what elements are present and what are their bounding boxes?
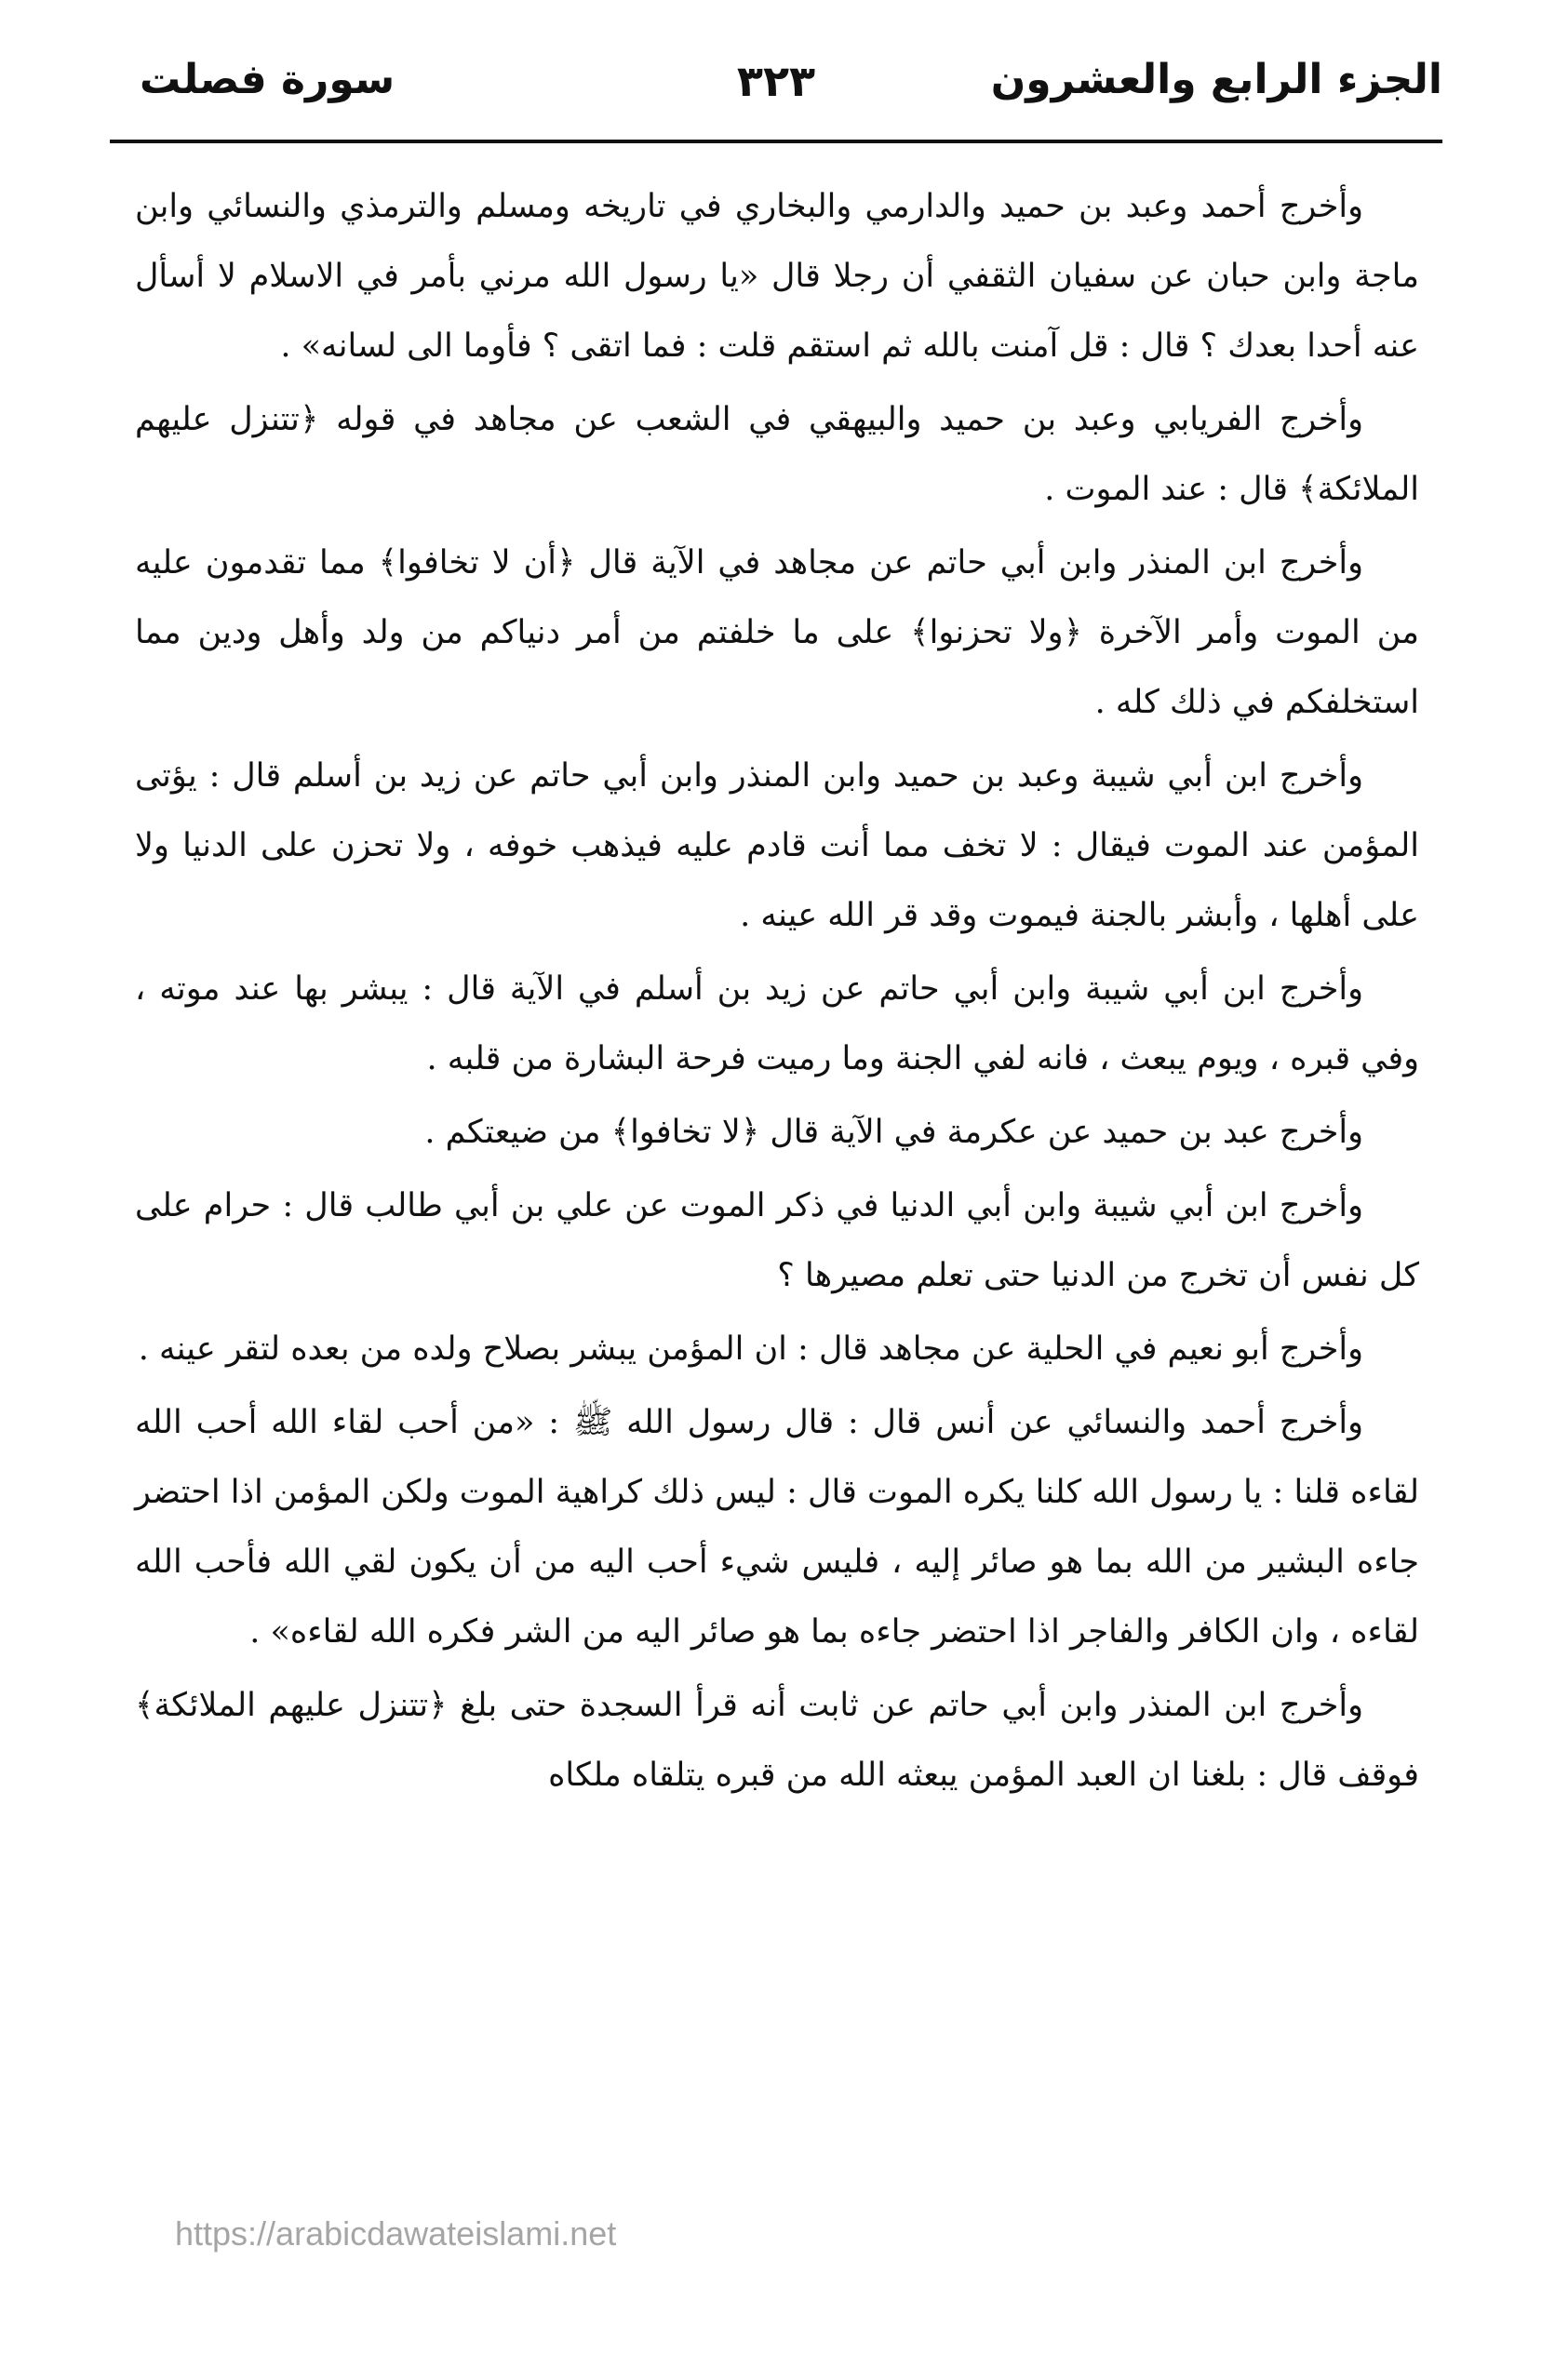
paragraph: وأخرج أحمد وعبد بن حميد والدارمي والبخاري في تاريخه ومسلم والترمذي والنسائي وابن ماجة وابن حبان عن سفيان الثقفي أن رجلا قال «يا رسول الله مرني بأمر في الاسلام لا أسأل عنه أحدا بعدك ؟ قال : قل آمنت بالله ثم استقم قلت : فما اتقى ؟ فأوما الى لسانه» . <box>135 188 1419 365</box>
paragraph: وأخرج ابن أبي شيبة وابن أبي حاتم عن زيد بن أسلم في الآية قال : يبشر بها عند موته ، وفي قبره ، ويوم يبعث ، فانه لفي الجنة وما رميت فرحة البشارة من قلبه . <box>135 970 1419 1077</box>
page-body <box>135 172 1419 1814</box>
paragraph: وأخرج ابن أبي شيبة وعبد بن حميد وابن المنذر وابن أبي حاتم عن زيد بن أسلم قال : يؤتى المؤمن عند الموت فيقال : لا تخف مما أنت قادم عليه فيذهب خوفه ، ولا تحزن على الدنيا ولا على أهلها ، وأبشر بالجنة فيموت وقد قر الله عينه . <box>135 757 1419 934</box>
paragraph: وأخرج ابن المنذر وابن أبي حاتم عن ثابت أنه قرأ السجدة حتى بلغ ﴿تتنزل عليهم الملائكة﴾ فوقف قال : بلغنا ان العبد المؤمن يبعثه الله من قبره يتلقاه ملكاه <box>135 1687 1419 1794</box>
paragraph: وأخرج أبو نعيم في الحلية عن مجاهد قال : ان المؤمن يبشر بصلاح ولده من بعده لتقر عينه . <box>138 1330 1363 1368</box>
page-header <box>110 45 1442 138</box>
paragraph: وأخرج ابن المنذر وابن أبي حاتم عن مجاهد في الآية قال ﴿أن لا تخافوا﴾ مما تقدمون عليه من الموت وأمر الآخرة ﴿ولا تحزنوا﴾ على ما خلفتم من أمر دنياكم من ولد وأهل ودين مما استخلفكم في ذلك كله . <box>135 544 1419 721</box>
watermark-url: https://arabicdawateislami.net <box>175 2214 617 2253</box>
paragraph: وأخرج أحمد والنسائي عن أنس قال : قال رسول الله ﷺ : «من أحب لقاء الله أحب الله لقاءه قلنا : يا رسول الله كلنا يكره الموت قال : ليس ذلك كراهية الموت ولكن المؤمن اذا احتضر جاءه البشير من الله بما هو صائر إليه ، فليس شيء أحب اليه من أن يكون لقي الله فأحب الله لقاءه ، وان الكافر والفاجر اذا احتضر جاءه بما هو صائر اليه من الشر فكره الله لقاءه» . <box>135 1404 1419 1651</box>
paragraph: وأخرج الفريابي وعبد بن حميد والبيهقي في الشعب عن مجاهد في قوله ﴿تتنزل عليهم الملائكة﴾ قال : عند الموت . <box>135 401 1419 508</box>
surah-title: سورة فصلت <box>140 56 395 103</box>
page-number: ٣٢٣ <box>736 56 816 106</box>
paragraph: وأخرج ابن أبي شيبة وابن أبي الدنيا في ذكر الموت عن علي بن أبي طالب قال : حرام على كل نفس أن تخرج من الدنيا حتى تعلم مصيرها ؟ <box>135 1187 1419 1294</box>
header-divider <box>110 140 1442 143</box>
part-title: الجزء الرابع والعشرون <box>990 56 1442 103</box>
paragraph: وأخرج عبد بن حميد عن عكرمة في الآية قال ﴿لا تخافوا﴾ من ضيعتكم . <box>424 1114 1363 1151</box>
